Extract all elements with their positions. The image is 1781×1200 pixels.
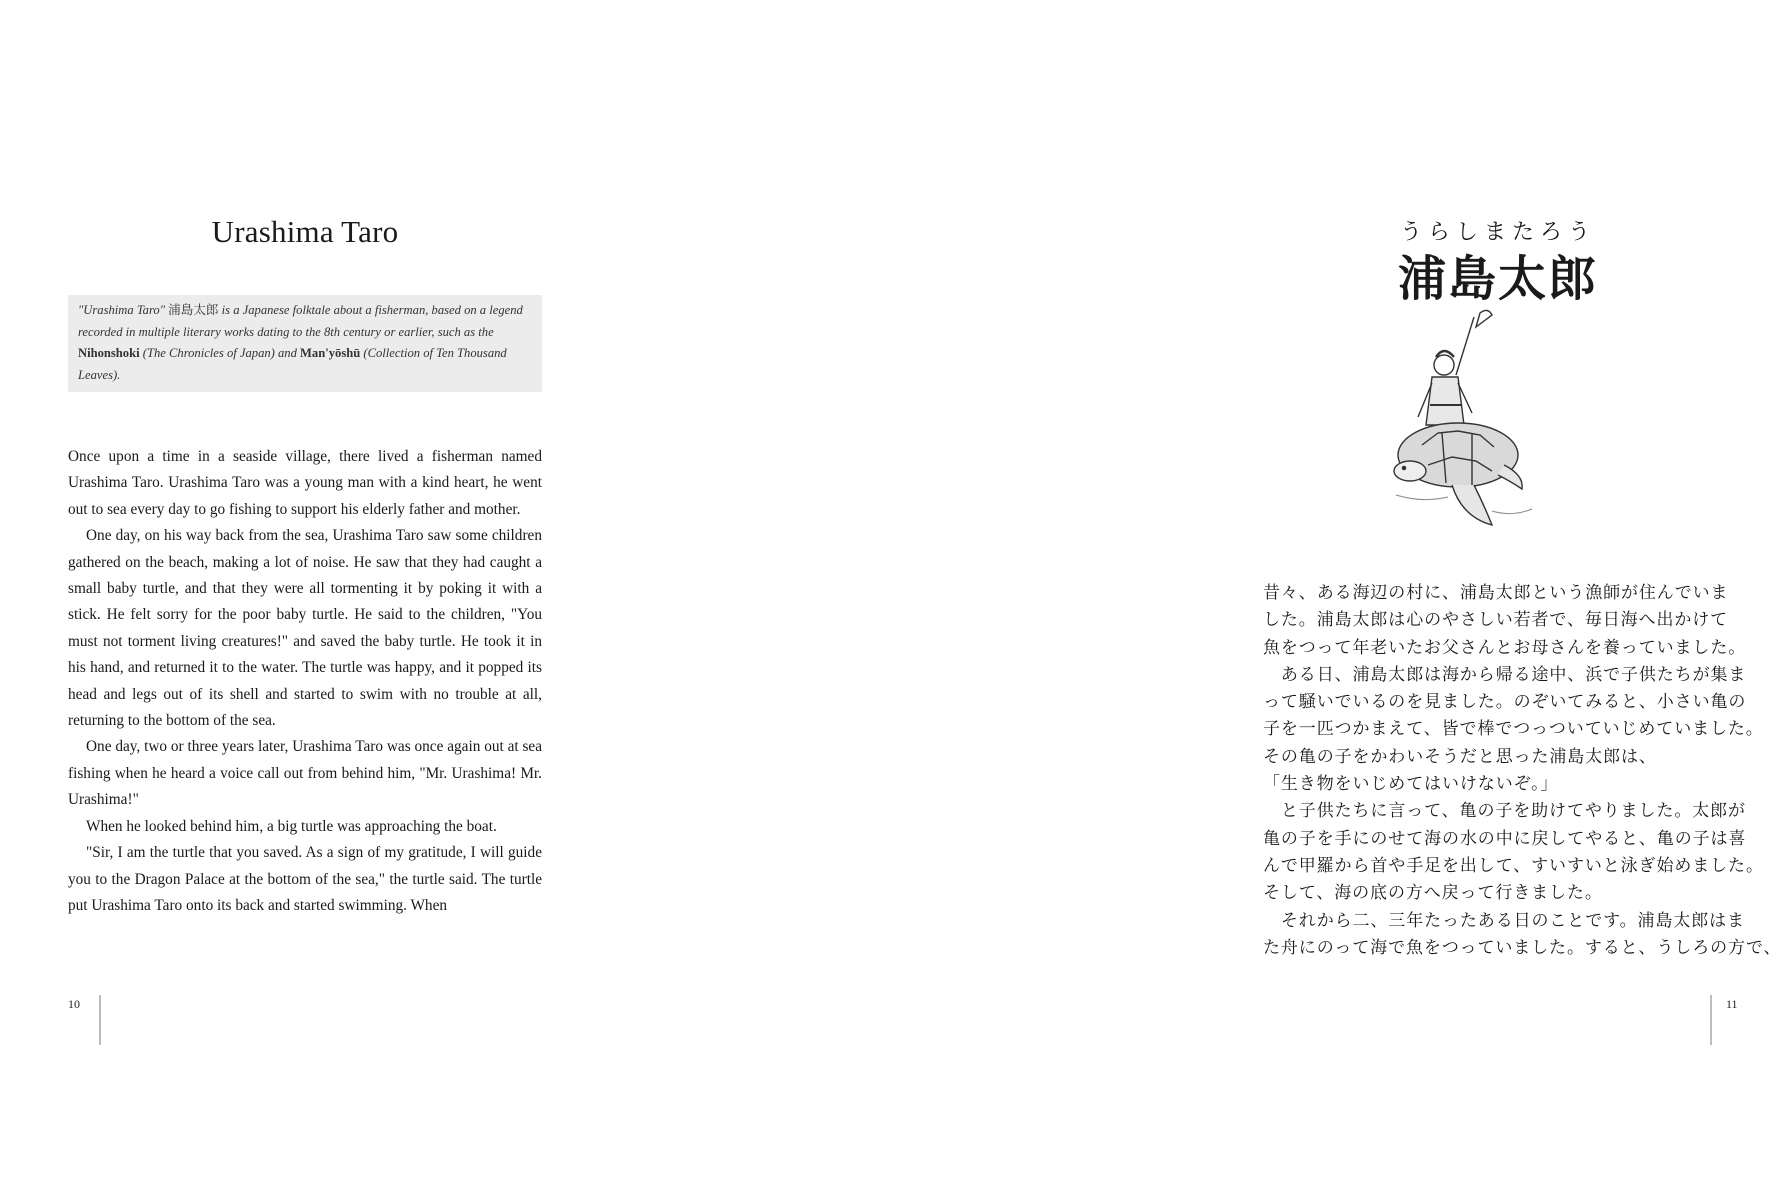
japanese-line: それから二、三年たったある日のことです。浦島太郎はま: [1263, 910, 1745, 931]
japanese-body: [1263, 580, 1781, 962]
japanese-line: た舟にのって海で魚をつっていました。すると、うしろの方で、: [1263, 937, 1781, 958]
english-paragraph: One day, two or three years later, Urashima Taro was once again out at sea fishing when he heard a voice call out from behind him, "Mr. Urashima! Mr. Urashima!": [68, 738, 542, 809]
japanese-line: 魚をつって年老いたお父さんとお母さんを養っていました。: [1263, 637, 1747, 658]
figure-head: [1434, 355, 1454, 375]
japanese-line: した。浦島太郎は心のやさしい若者で、毎日海へ出かけて: [1263, 610, 1729, 631]
margin-rule-right: [1710, 995, 1712, 1045]
japanese-line: 昔々、ある海辺の村に、浦島太郎という漁師が住んでいま: [1263, 583, 1729, 603]
japanese-line: その亀の子をかわいそうだと思った浦島太郎は、: [1263, 746, 1657, 767]
right-page: [600, 0, 1781, 1200]
intro-work-2: Man'yōshū: [300, 346, 361, 360]
english-body: [68, 444, 542, 919]
japanese-line: んで甲羅から首や手足を出して、すいすいと泳ぎ始めました。: [1263, 855, 1764, 876]
margin-rule-left: [99, 995, 101, 1045]
english-paragraph: One day, on his way back from the sea, Urashima Taro saw some children gathered on the beach, making a lot of noise. He saw that they had caught a small baby turtle, and that they were all tormenting it by poking it with a stick. He felt sorry for the poor baby turtle. He said to the children, "You must not torment living creatures!" and saved the baby turtle. He took it in his hand, and returned it to the water. The turtle was happy, and it popped its head and legs out of its shell and started to swim with no trouble at all, returning to the bottom of the sea.: [68, 527, 542, 730]
intro-work-1: Nihonshoki: [78, 346, 140, 360]
japanese-line: そして、海の底の方へ戻って行きました。: [1263, 883, 1603, 904]
japanese-line: 子を一匹つかまえて、皆で棒でつっついていじめていました。: [1263, 719, 1764, 740]
english-title: Urashima Taro: [211, 214, 399, 249]
page-number-right: 11: [1726, 997, 1738, 1011]
intro-quote-title: "Urashima Taro": [78, 303, 165, 317]
japanese-line: って騒いでいるのを見ました。のぞいてみると、小さい亀の: [1263, 692, 1747, 713]
left-page: [0, 0, 600, 1200]
japanese-line: ある日、浦島太郎は海から帰る途中、浜で子供たちが集ま: [1263, 664, 1747, 685]
fishing-rod: [1456, 310, 1492, 375]
japanese-line: と子供たちに言って、亀の子を助けてやりました。太郎が: [1263, 801, 1746, 822]
turtle-rider-illustration: [1392, 305, 1542, 535]
intro-text-3: (Collection of Ten Thousand Leaves).: [78, 346, 507, 382]
intro-text-2: (The Chronicles of Japan) and: [139, 346, 301, 360]
english-paragraph: "Sir, I am the turtle that you saved. As a sign of my gratitude, I will guide you to the Dragon Palace at the bottom of the sea," the turtle said. The turtle put Urashima Taro onto its back and started swimming. When: [68, 844, 542, 914]
intro-text-1: is a Japanese folktale about a fisherman, based on a legend recorded in multiple literary works dating to the 8th century or earlier, such as the: [78, 303, 523, 339]
japanese-title: 浦島太郎: [1397, 251, 1598, 307]
intro-box: [68, 295, 542, 392]
turtle-head: [1394, 461, 1426, 481]
english-paragraph: Once upon a time in a seaside village, there lived a fisherman named Urashima Taro. Urashima Taro was a young man with a kind heart, he went out to sea every day to go fishing to support his elderly father and mother.: [68, 448, 542, 518]
english-paragraph: When he looked behind him, a big turtle was approaching the boat.: [86, 817, 497, 835]
japanese-line: 亀の子を手にのせて海の水の中に戻してやると、亀の子は喜: [1263, 828, 1747, 849]
japanese-line: 「生き物をいじめてはいけないぞ。」: [1263, 774, 1559, 795]
intro-kanji: 浦島太郎: [168, 303, 219, 317]
page-number-left: 10: [68, 997, 80, 1011]
turtle-flipper: [1452, 485, 1492, 525]
japanese-title-ruby: うらしまたろう: [1399, 220, 1596, 245]
